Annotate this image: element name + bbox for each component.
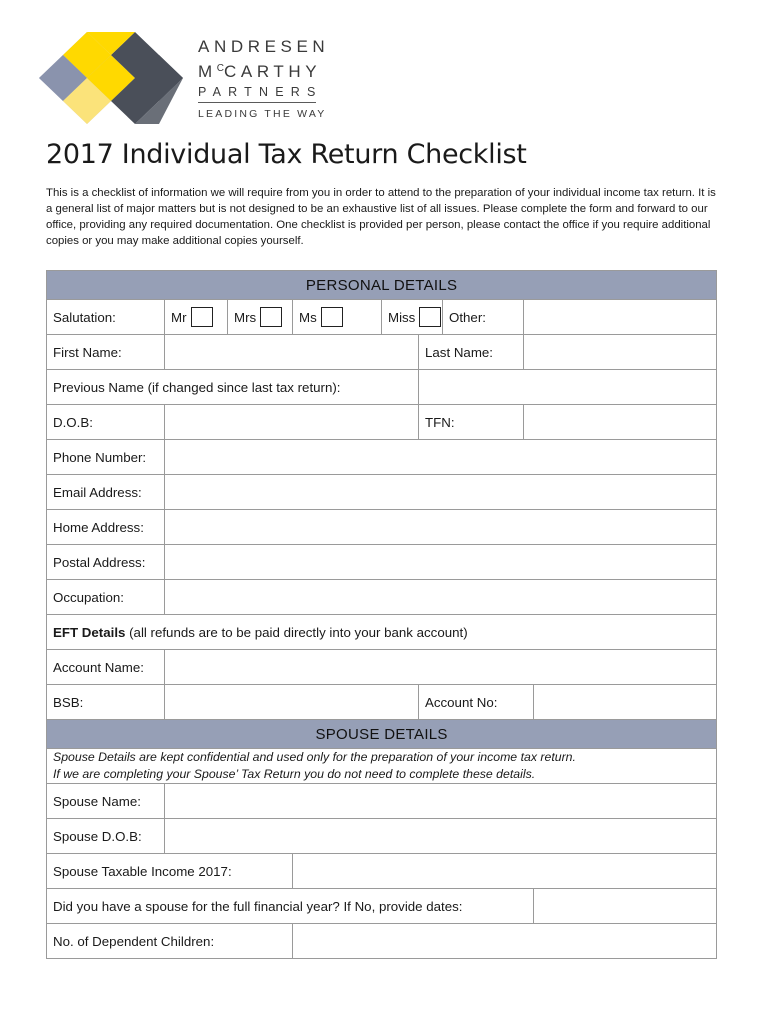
- salutation-label: Salutation:: [47, 300, 165, 335]
- previous-name-label: Previous Name (if changed since last tax return):: [47, 370, 419, 405]
- email-label: Email Address:: [47, 475, 165, 510]
- ms-checkbox[interactable]: [321, 307, 343, 327]
- spouse-dob-label: Spouse D.O.B:: [47, 819, 165, 854]
- phone-label: Phone Number:: [47, 440, 165, 475]
- bsb-label: BSB:: [47, 685, 165, 720]
- brand-divider: [198, 102, 316, 103]
- occupation-field[interactable]: [165, 580, 717, 615]
- salutation-mrs: Mrs: [228, 300, 293, 335]
- last-name-label: Last Name:: [419, 335, 524, 370]
- dependents-label: No. of Dependent Children:: [47, 924, 293, 959]
- mr-checkbox[interactable]: [191, 307, 213, 327]
- bsb-field[interactable]: [165, 685, 419, 720]
- home-address-label: Home Address:: [47, 510, 165, 545]
- spouse-name-label: Spouse Name:: [47, 784, 165, 819]
- spouse-income-field[interactable]: [293, 854, 717, 889]
- personal-details-header: PERSONAL DETAILS: [47, 271, 717, 300]
- dob-field[interactable]: [165, 405, 419, 440]
- account-name-field[interactable]: [165, 650, 717, 685]
- first-name-field[interactable]: [165, 335, 419, 370]
- email-field[interactable]: [165, 475, 717, 510]
- brand-line-1: ANDRESEN: [198, 37, 330, 56]
- brand-tagline: LEADING THE WAY: [198, 108, 327, 120]
- page-title: 2017 Individual Tax Return Checklist: [46, 139, 527, 170]
- tfn-field[interactable]: [524, 405, 717, 440]
- brand-wordmark: [198, 36, 330, 120]
- full-year-spouse-label: Did you have a spouse for the full financial year? If No, provide dates:: [47, 889, 534, 924]
- logo-mark-icon: [36, 28, 196, 128]
- salutation-ms: Ms: [293, 300, 382, 335]
- salutation-mr: Mr: [165, 300, 228, 335]
- account-no-field[interactable]: [534, 685, 717, 720]
- brand-line-2: $M^CCARTHY$: [198, 62, 322, 81]
- spouse-details-header: SPOUSE DETAILS: [47, 720, 717, 749]
- other-label: Other:: [443, 300, 524, 335]
- salutation-row: [47, 300, 717, 335]
- postal-address-field[interactable]: [165, 545, 717, 580]
- spouse-dob-field[interactable]: [165, 819, 717, 854]
- postal-address-label: Postal Address:: [47, 545, 165, 580]
- full-year-spouse-field[interactable]: [534, 889, 717, 924]
- intro-paragraph: This is a checklist of information we will require from you in order to attend to the preparation of your individual income tax return. It is a general list of major matters but is not designed to be an exhaustive list of all issues. Please complete the form and forward to our office, providing any required documentation. One checklist is provided per person, please contact the office if you require additional copies or you may make additional copies yourself.: [46, 187, 716, 247]
- occupation-label: Occupation:: [47, 580, 165, 615]
- spouse-confidential-note: Spouse Details are kept confidential and used only for the preparation of your income tax return. If we are completing your Spouse’ Tax Return you do not need to complete these details.: [47, 749, 717, 784]
- miss-checkbox[interactable]: [419, 307, 441, 327]
- account-no-label: Account No:: [419, 685, 534, 720]
- spouse-name-field[interactable]: [165, 784, 717, 819]
- salutation-miss: Miss: [382, 300, 443, 335]
- mrs-checkbox[interactable]: [260, 307, 282, 327]
- home-address-field[interactable]: [165, 510, 717, 545]
- spouse-income-label: Spouse Taxable Income 2017:: [47, 854, 293, 889]
- first-name-label: First Name:: [47, 335, 165, 370]
- checklist-form: [46, 270, 717, 959]
- eft-details-heading: EFT Details (all refunds are to be paid directly into your bank account): [47, 615, 717, 650]
- account-name-label: Account Name:: [47, 650, 165, 685]
- previous-name-field[interactable]: [419, 370, 717, 405]
- brand-line-3: PARTNERS: [198, 85, 323, 99]
- tfn-label: TFN:: [419, 405, 524, 440]
- other-field[interactable]: [524, 300, 717, 335]
- phone-field[interactable]: [165, 440, 717, 475]
- last-name-field[interactable]: [524, 335, 717, 370]
- dob-label: D.O.B:: [47, 405, 165, 440]
- dependents-field[interactable]: [293, 924, 717, 959]
